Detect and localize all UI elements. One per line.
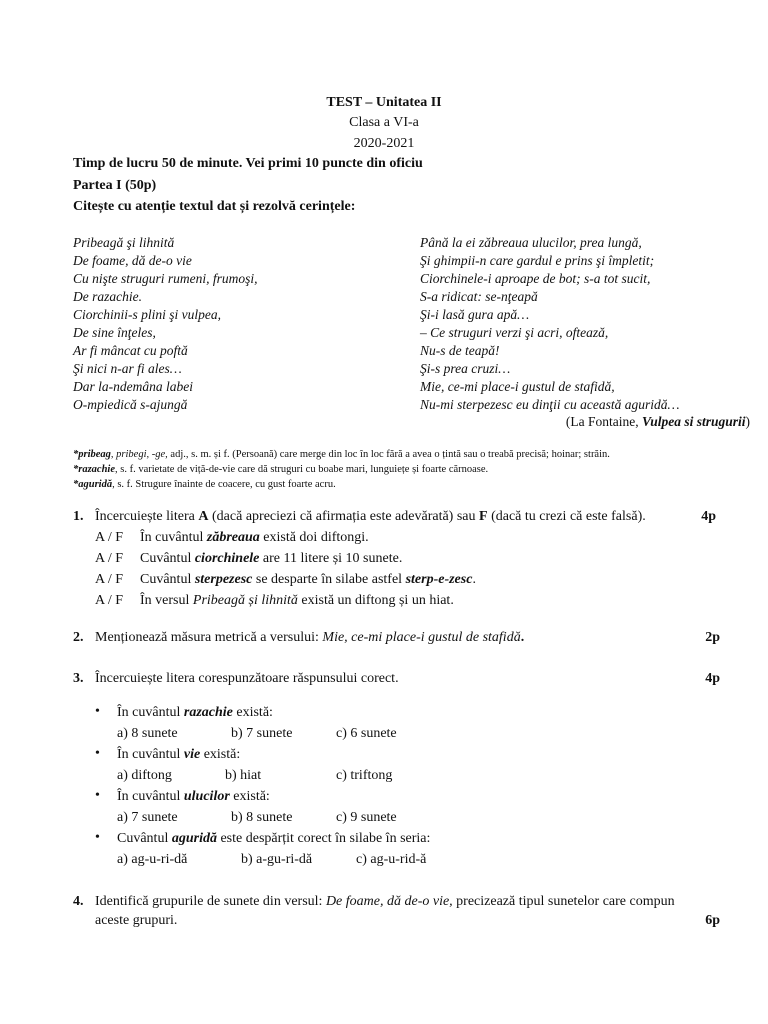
- q1-item-text: În cuvântul: [140, 530, 207, 545]
- poem-right-column: [420, 234, 679, 414]
- q1-item-text: Cuvântul: [140, 572, 195, 587]
- bullet-icon: •: [95, 788, 100, 803]
- poem-source: [566, 413, 750, 431]
- q1-item: [95, 529, 369, 547]
- q1-item: [95, 592, 454, 610]
- true-false-choice[interactable]: A / F: [95, 593, 124, 608]
- read-instructions: Citește cu atenție textul dat și rezolvă cerințele:: [73, 199, 356, 214]
- q3-item-text: este despărțit corect în silabe în seria:: [216, 831, 431, 846]
- poem-line: O-mpiedică s-ajungă: [73, 397, 188, 412]
- bullet-icon: •: [95, 704, 100, 719]
- q1-item-keyword: sterp-e-zesc: [405, 572, 473, 587]
- q1-item-text: există doi diftongi.: [259, 530, 369, 545]
- source-prefix: (La Fontaine,: [565, 414, 642, 429]
- q1-item-keyword: sterpezesc: [194, 572, 253, 587]
- q3-item-text: Cuvântul: [117, 831, 172, 846]
- q3-item: [117, 788, 270, 806]
- question-4-text-line2: aceste grupuri.: [95, 913, 178, 928]
- q1-item-text: are 11 litere și 10 sunete.: [259, 551, 403, 566]
- q3-option-c[interactable]: c) 6 sunete: [336, 726, 397, 741]
- q2-verse: Mie, ce-mi place-i gustul de stafidă: [322, 630, 521, 645]
- q3-item: [117, 830, 430, 848]
- true-false-choice[interactable]: A / F: [95, 530, 124, 545]
- q3-option-c[interactable]: c) 9 sunete: [336, 810, 397, 825]
- q3-item: [117, 704, 273, 722]
- q1-text-b: (dacă apreciezi că afirmația este adevărată) sau: [208, 509, 479, 524]
- q3-item-text: În cuvântul: [117, 789, 184, 804]
- q3-item: [117, 746, 240, 764]
- test-title: TEST – Unitatea II: [326, 95, 442, 110]
- poem-line: Dar la-ndemâna labei: [73, 379, 193, 394]
- q1-item-keyword: ciorchinele: [194, 551, 260, 566]
- q2-end: .: [520, 630, 525, 645]
- part-heading: Partea I (50p): [73, 178, 157, 193]
- school-year: 2020-2021: [353, 136, 415, 151]
- time-instructions: Timp de lucru 50 de minute. Vei primi 10 puncte din oficiu: [73, 156, 423, 171]
- glossary-entry: [73, 463, 488, 477]
- poem-line: – Ce struguri verzi şi acri, oftează,: [420, 325, 609, 340]
- glossary-definition: , s. f. varietate de viță-de-vie care dă struguri cu boabe mari, lunguiețe și foarte cărnoase.: [115, 464, 489, 475]
- q3-item-keyword: ulucilor: [183, 789, 230, 804]
- bullet-icon: •: [95, 830, 100, 845]
- poem-line: Şi nici n-ar fi ales…: [73, 361, 182, 376]
- q3-item-text: există:: [232, 705, 273, 720]
- question-number: 1.: [73, 509, 84, 524]
- question-points: 6p: [705, 913, 720, 928]
- q3-item-keyword: vie: [183, 747, 201, 762]
- poem-line: Mie, ce-mi place-i gustul de stafidă,: [420, 379, 615, 394]
- q1-item: [95, 550, 402, 568]
- q3-option-a[interactable]: a) 7 sunete: [117, 810, 178, 825]
- glossary-entry: [73, 448, 610, 462]
- glossary-definition: , s. f. Strugure înainte de coacere, cu gust foarte acru.: [112, 479, 336, 490]
- true-false-choice[interactable]: A / F: [95, 551, 124, 566]
- q3-option-b[interactable]: b) a-gu-ri-dă: [241, 852, 313, 867]
- q1-item: [95, 571, 476, 589]
- poem-line: Ciorchinele-i aproape de bot; s-a tot sucit,: [420, 271, 651, 286]
- question-points: 4p: [701, 509, 716, 524]
- q4-text-b: precizează tipul sunetelor care compun: [452, 894, 675, 909]
- poem-line: Ar fi mâncat cu poftă: [73, 343, 188, 358]
- question-points: 2p: [705, 630, 720, 645]
- poem-line: Şi-s prea cruzi…: [420, 361, 511, 376]
- poem-line: Până la ei zăbreaua ulucilor, prea lungă,: [420, 235, 642, 250]
- q1-letter-a: A: [198, 509, 209, 524]
- poem-line: Nu-s de teapă!: [420, 343, 500, 358]
- q1-item-text: există un diftong și un hiat.: [297, 593, 454, 608]
- q4-verse: De foame, dă de-o vie,: [325, 894, 453, 909]
- q3-option-a[interactable]: a) 8 sunete: [117, 726, 178, 741]
- q3-option-b[interactable]: b) 8 sunete: [231, 810, 293, 825]
- question-2-text: [95, 629, 524, 647]
- question-number: 3.: [73, 671, 84, 686]
- glossary-forms: , pribegi, -ge,: [110, 449, 168, 460]
- q3-item-text: În cuvântul: [117, 705, 184, 720]
- true-false-choice[interactable]: A / F: [95, 572, 124, 587]
- q3-option-c[interactable]: c) ag-u-rid-ă: [356, 852, 427, 867]
- q4-text-a: Identifică grupurile de sunete din versul:: [95, 894, 326, 909]
- q3-item-text: există:: [200, 747, 241, 762]
- poem-line: Cu nişte struguri rumeni, frumoşi,: [73, 271, 258, 286]
- q1-text-c: (dacă tu crezi că este falsă).: [487, 509, 646, 524]
- glossary-entry: [73, 478, 336, 492]
- glossary-term: *razachie: [73, 464, 115, 475]
- q3-option-c[interactable]: c) triftong: [336, 768, 393, 783]
- poem-line: Şi-i lasă gura apă…: [420, 307, 530, 322]
- q1-item-text: se desparte în silabe astfel: [252, 572, 406, 587]
- class-label: Clasa a VI-a: [349, 115, 419, 130]
- poem-line: Pribeagă şi lihnită: [73, 235, 175, 250]
- poem-line: Nu-mi sterpezesc eu dinţii cu această aguridă…: [420, 397, 680, 412]
- source-title: Vulpea si strugurii: [641, 414, 746, 429]
- question-1-text: [95, 508, 646, 526]
- question-points: 4p: [705, 671, 720, 686]
- glossary-term: *aguridă: [73, 479, 113, 490]
- q1-item-text: .: [472, 572, 476, 587]
- q1-item-text: Cuvântul: [140, 551, 195, 566]
- question-4-text: [95, 893, 675, 911]
- q1-letter-f: F: [479, 509, 488, 524]
- poem-line: De sine înţeles,: [73, 325, 156, 340]
- question-number: 4.: [73, 894, 84, 909]
- question-3-text: Încercuiește litera corespunzătoare răspunsului corect.: [95, 671, 399, 686]
- glossary-definition: adj., s. m. și f. (Persoană) care merge din loc în loc fără a avea o țintă sau o treabă precisă; hoinar; străin.: [167, 449, 610, 460]
- q1-item-text: În versul: [140, 593, 193, 608]
- source-suffix: ): [745, 414, 750, 429]
- poem-line: De razachie.: [73, 289, 142, 304]
- q3-item-text: În cuvântul: [117, 747, 184, 762]
- q3-item-keyword: razachie: [183, 705, 233, 720]
- poem-line: Ciorchinii-s plini şi vulpea,: [73, 307, 221, 322]
- glossary-term: *pribeag: [73, 449, 111, 460]
- poem-line: De foame, dă de-o vie: [73, 253, 192, 268]
- q1-item-keyword: zăbreaua: [206, 530, 260, 545]
- poem-line: Şi ghimpii-n care gardul e prins şi împletit;: [420, 253, 655, 268]
- q3-option-a[interactable]: a) ag-u-ri-dă: [117, 852, 188, 867]
- q1-text-a: Încercuiește litera: [95, 509, 199, 524]
- q3-option-a[interactable]: a) diftong: [117, 768, 172, 783]
- q3-item-text: există:: [229, 789, 270, 804]
- poem-left-column: [73, 234, 258, 414]
- question-number: 2.: [73, 630, 84, 645]
- bullet-icon: •: [95, 746, 100, 761]
- q3-item-keyword: aguridă: [171, 831, 217, 846]
- q2-text: Menționează măsura metrică a versului:: [95, 630, 323, 645]
- q1-item-verse: Pribeagă și lihnită: [192, 593, 298, 608]
- poem-line: S-a ridicat: se-nţeapă: [420, 289, 538, 304]
- q3-option-b[interactable]: b) 7 sunete: [231, 726, 293, 741]
- q3-option-b[interactable]: b) hiat: [225, 768, 262, 783]
